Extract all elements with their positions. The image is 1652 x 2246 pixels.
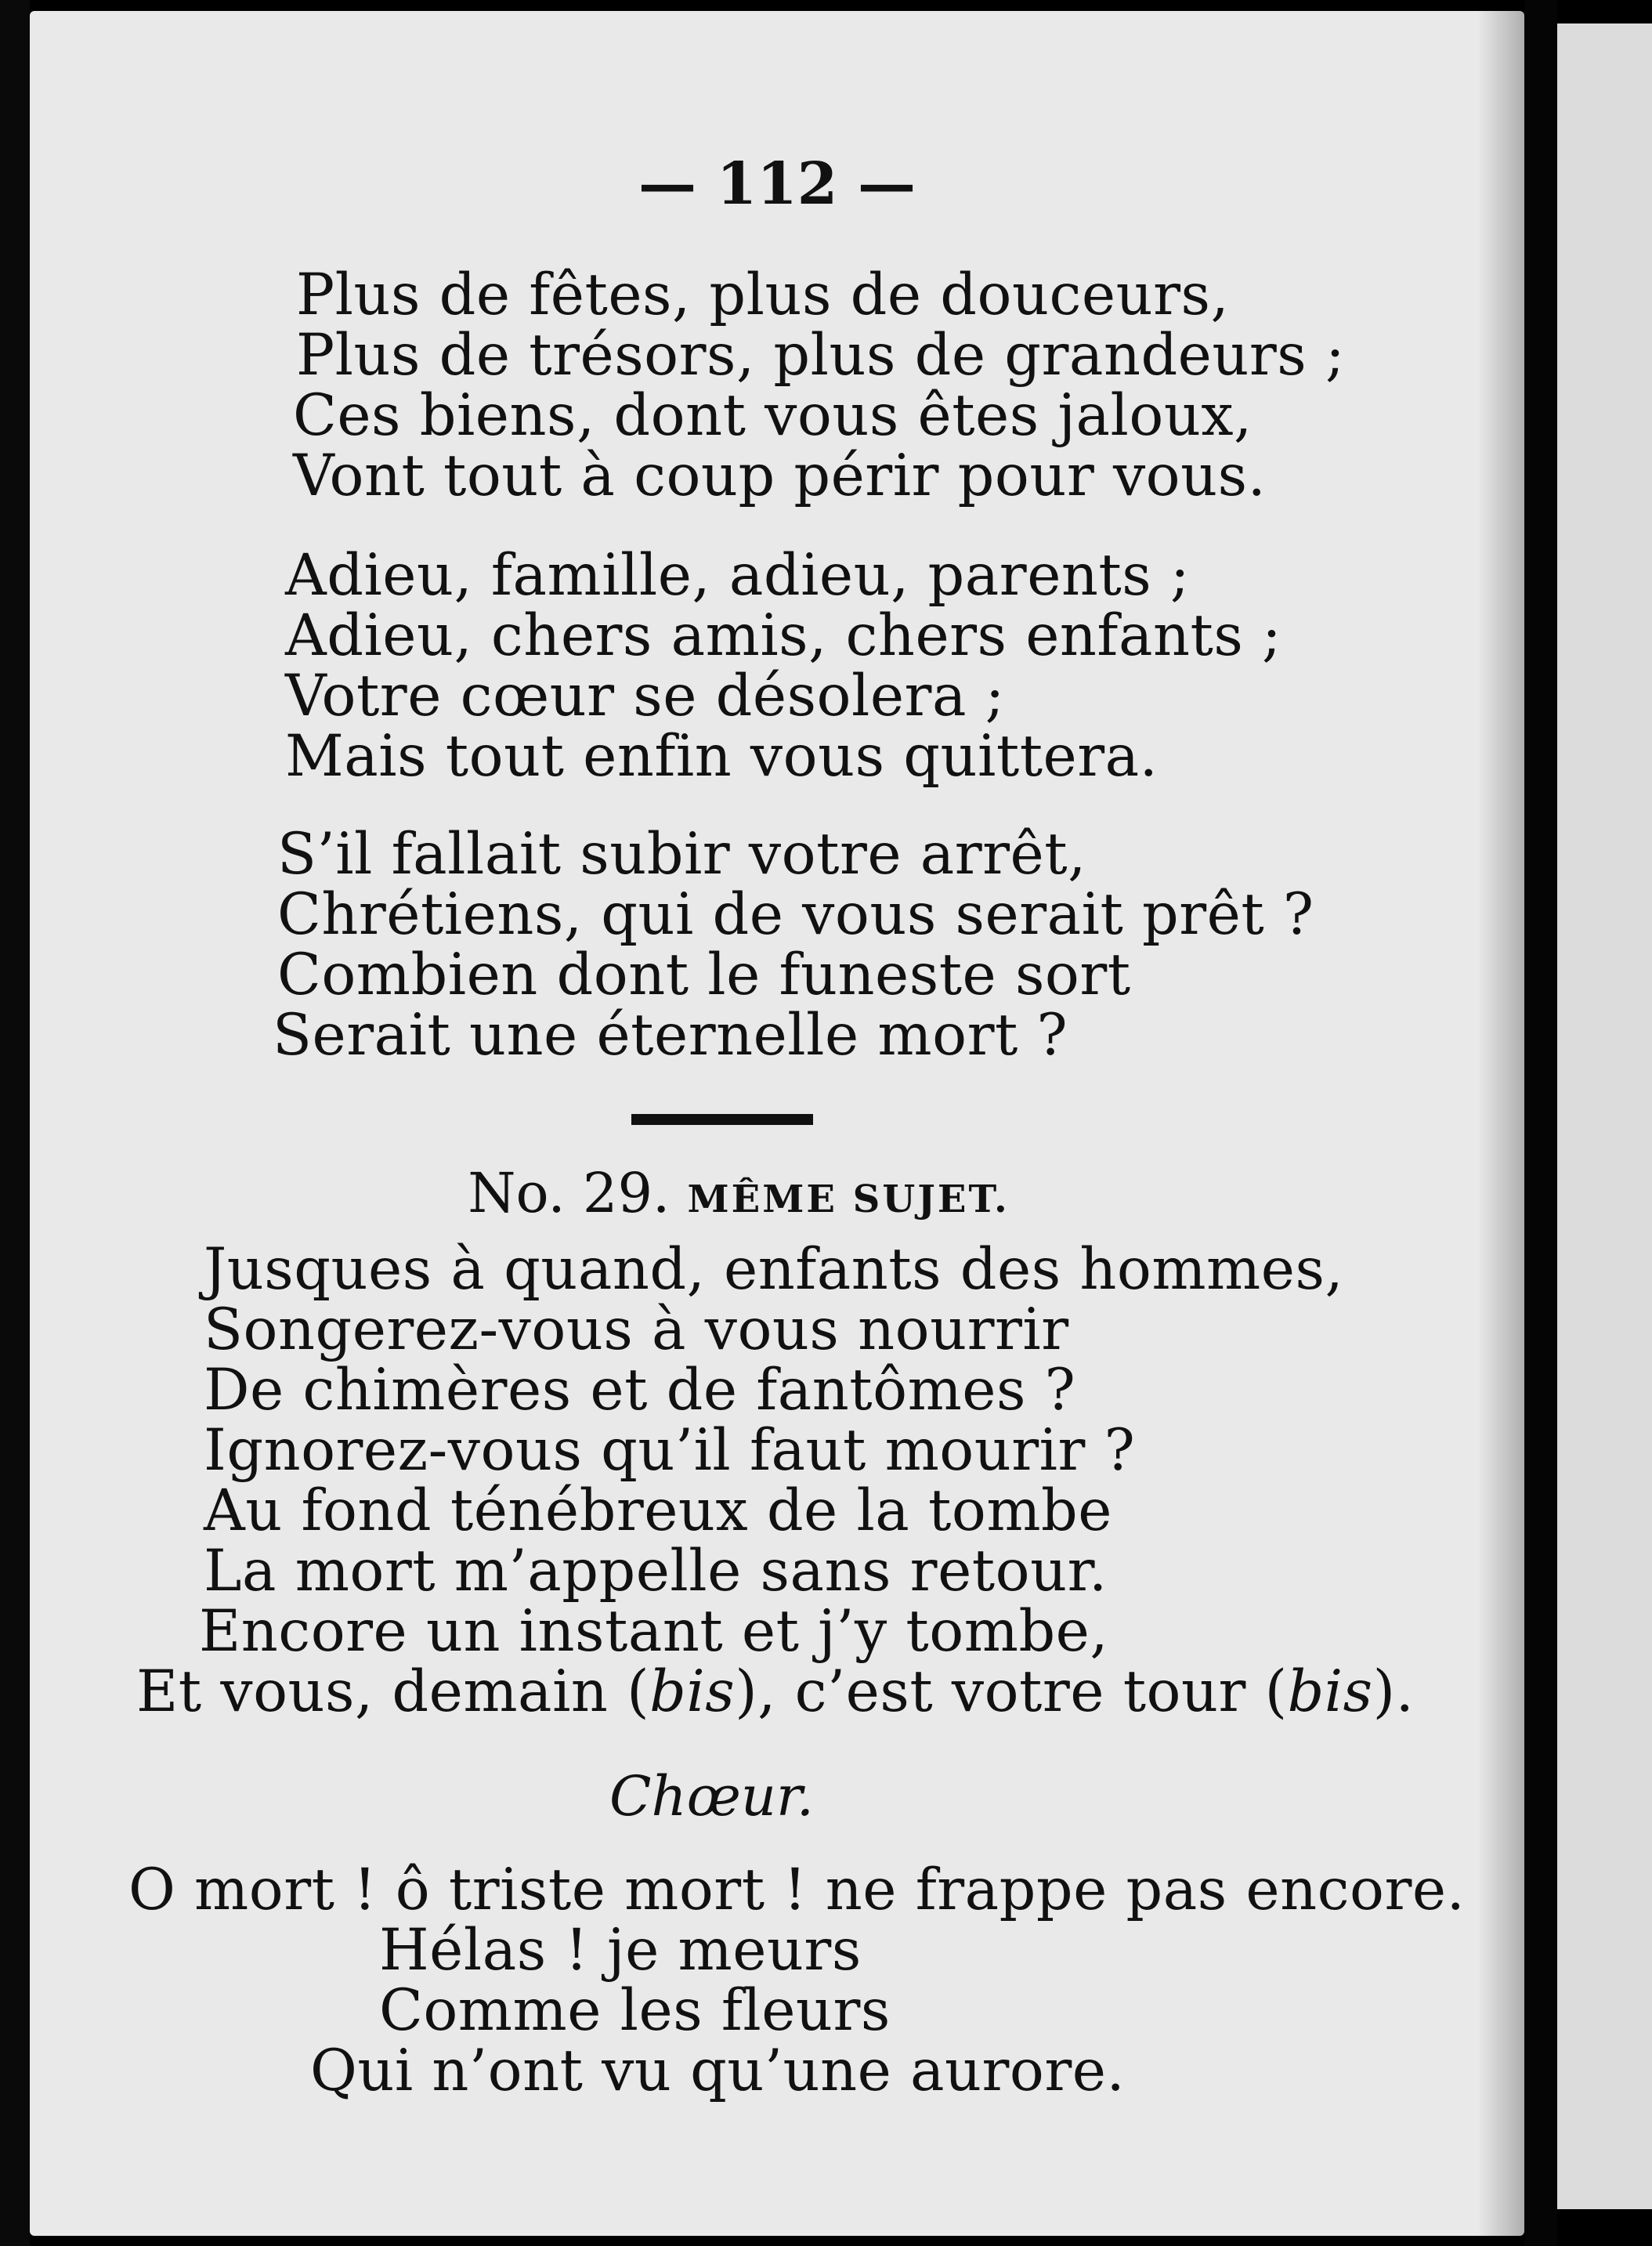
- verse-line: Songerez-vous à vous nourrir: [204, 1297, 1069, 1363]
- verse-line: Ces biens, dont vous êtes jaloux,: [293, 382, 1253, 449]
- verse-line: Plus de fêtes, plus de douceurs,: [296, 262, 1230, 328]
- bis-marker: bis: [649, 1658, 736, 1725]
- verse-line: Chrétiens, qui de vous serait prêt ?: [277, 881, 1314, 948]
- chorus-line: Comme les fleurs: [379, 1977, 891, 2044]
- hymn-number: No. 29.: [468, 1161, 671, 1225]
- hymn-heading: [30, 1161, 1448, 1225]
- chorus-line: Qui n’ont vu qu’une aurore.: [310, 2038, 1126, 2104]
- section-divider: [631, 1114, 813, 1125]
- line-text: ).: [1372, 1658, 1415, 1725]
- verse-line: Votre cœur se désolera ;: [285, 663, 1005, 729]
- verse-line: Au fond ténébreux de la tombe: [204, 1477, 1112, 1544]
- chorus-line: O mort ! ô triste mort ! ne frappe pas encore.: [128, 1857, 1466, 1923]
- verse-line: Ignorez-vous qu’il faut mourir ?: [204, 1417, 1136, 1484]
- facing-page-edge: [1557, 24, 1652, 2209]
- verse-line: Adieu, chers amis, chers enfants ;: [285, 602, 1282, 669]
- scan-left-edge: [0, 0, 30, 2246]
- chorus-line: Hélas ! je meurs: [379, 1917, 862, 1984]
- book-page: [30, 11, 1524, 2236]
- line-text: Et vous, demain (: [136, 1658, 650, 1725]
- verse-line: Vont tout à coup périr pour vous.: [293, 443, 1267, 509]
- verse-line: Combien dont le funeste sort: [277, 942, 1131, 1008]
- verse-line: Encore un instant et j’y tombe,: [199, 1598, 1109, 1665]
- verse-line: Mais tout enfin vous quittera.: [285, 723, 1159, 790]
- page-number: — 112 —: [638, 150, 916, 218]
- book-spine: [1524, 0, 1557, 2246]
- chorus-title: Chœur.: [609, 1764, 814, 1828]
- verse-line: La mort m’appelle sans retour.: [204, 1538, 1108, 1604]
- verse-line: Adieu, famille, adieu, parents ;: [285, 542, 1191, 609]
- verse-line: S’il fallait subir votre arrêt,: [277, 821, 1086, 888]
- verse-line-last: [136, 1658, 1415, 1725]
- verse-line: Jusques à quand, enfants des hommes,: [204, 1236, 1344, 1303]
- line-text: ), c’est votre tour (: [735, 1658, 1288, 1725]
- bis-marker: bis: [1287, 1658, 1373, 1725]
- verse-line: Serait une éternelle mort ?: [273, 1002, 1068, 1069]
- hymn-subject: MÊME SUJET.: [687, 1177, 1010, 1221]
- verse-line: De chimères et de fantômes ?: [204, 1357, 1076, 1423]
- verse-line: Plus de trésors, plus de grandeurs ;: [296, 322, 1346, 389]
